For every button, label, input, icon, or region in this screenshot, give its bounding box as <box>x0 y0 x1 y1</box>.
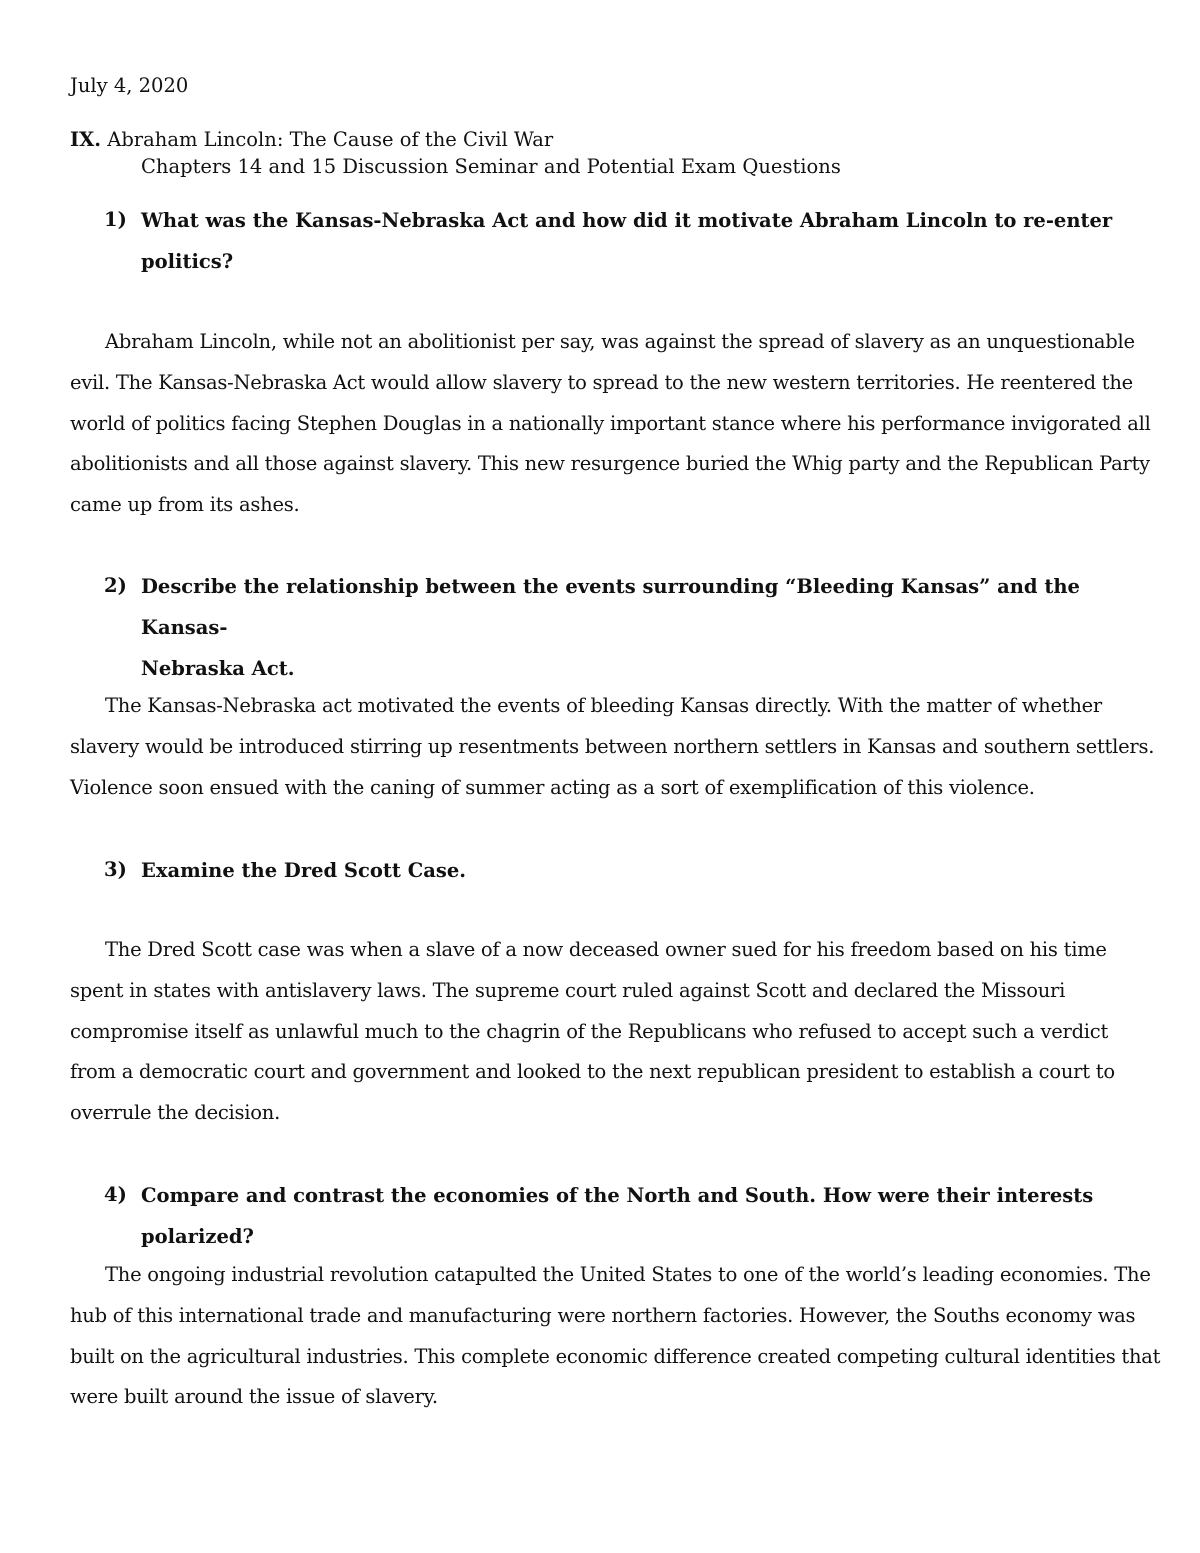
answer-line: slavery would be introduced stirring up resentments between northern settlers in Kansas and southern settlers. <box>70 734 1155 758</box>
answer-line: The Dred Scott case was when a slave of a now deceased owner sued for his freedom based on his time <box>105 938 1107 961</box>
answer-line: evil. The Kansas-Nebraska Act would allow slavery to spread to the new western territories. He reentered the <box>70 370 1133 394</box>
answer-line: The ongoing industrial revolution catapulted the United States to one of the world’s leading economies. The <box>105 1263 1151 1286</box>
answer-line: spent in states with antislavery laws. The supreme court ruled against Scott and declared the Missouri <box>70 978 1066 1002</box>
document-date: July 4, 2020 <box>70 74 189 97</box>
question-number: 1) <box>104 208 127 231</box>
question-line: Examine the Dred Scott Case. <box>141 859 467 882</box>
question-text <box>141 200 1131 282</box>
answer-line: Abraham Lincoln, while not an abolitionist per say, was against the spread of slavery as an unquestionable <box>105 330 1135 353</box>
answer-line: were built around the issue of slavery. <box>70 1385 438 1409</box>
section-title: Abraham Lincoln: The Cause of the Civil War <box>101 128 554 151</box>
answer-line: overrule the decision. <box>70 1101 281 1125</box>
answer-line: came up from its ashes. <box>70 493 300 517</box>
question-text <box>141 1175 1131 1257</box>
section-subtitle: Chapters 14 and 15 Discussion Seminar and Potential Exam Questions <box>141 155 841 178</box>
question-text <box>141 566 1131 689</box>
answer-line: The Kansas-Nebraska act motivated the events of bleeding Kansas directly. With the matter of whether <box>105 694 1102 717</box>
answer-line: from a democratic court and government and looked to the next republican president to establish a court to <box>70 1060 1115 1084</box>
question-line: Nebraska Act. <box>141 657 295 680</box>
answer-line: world of politics facing Stephen Douglas in a nationally important stance where his performance invigorated all <box>70 411 1151 435</box>
question-number: 4) <box>104 1183 127 1206</box>
section-number: IX. <box>70 128 102 151</box>
question-line: Compare and contrast the economies of the North and South. How were their interests polarized? <box>141 1184 1094 1248</box>
question-line: politics? <box>141 250 234 273</box>
answer-line: compromise itself as unlawful much to the chagrin of the Republicans who refused to accept such a verdict <box>70 1019 1109 1043</box>
answer-paragraph <box>70 322 1151 526</box>
answer-line: built on the agricultural industries. This complete economic difference created competing cultural identities that <box>70 1344 1161 1368</box>
question-number: 2) <box>104 574 127 597</box>
question-number: 3) <box>104 858 127 881</box>
question-text <box>141 850 1131 891</box>
answer-line: Violence soon ensued with the caning of summer acting as a sort of exemplification of this violence. <box>70 775 1035 799</box>
section-heading <box>70 127 553 153</box>
answer-line: hub of this international trade and manufacturing were northern factories. However, the Souths economy was <box>70 1303 1136 1327</box>
answer-line: abolitionists and all those against slavery. This new resurgence buried the Whig party and the Republican Party <box>70 452 1150 476</box>
question-line: What was the Kansas-Nebraska Act and how did it motivate Abraham Lincoln to re-enter <box>141 209 1113 232</box>
answer-paragraph <box>70 930 1128 1134</box>
answer-paragraph <box>70 686 1155 808</box>
answer-paragraph <box>70 1255 1161 1418</box>
question-line: Describe the relationship between the events surrounding “Bleeding Kansas” and the Kansas- <box>141 575 1080 639</box>
